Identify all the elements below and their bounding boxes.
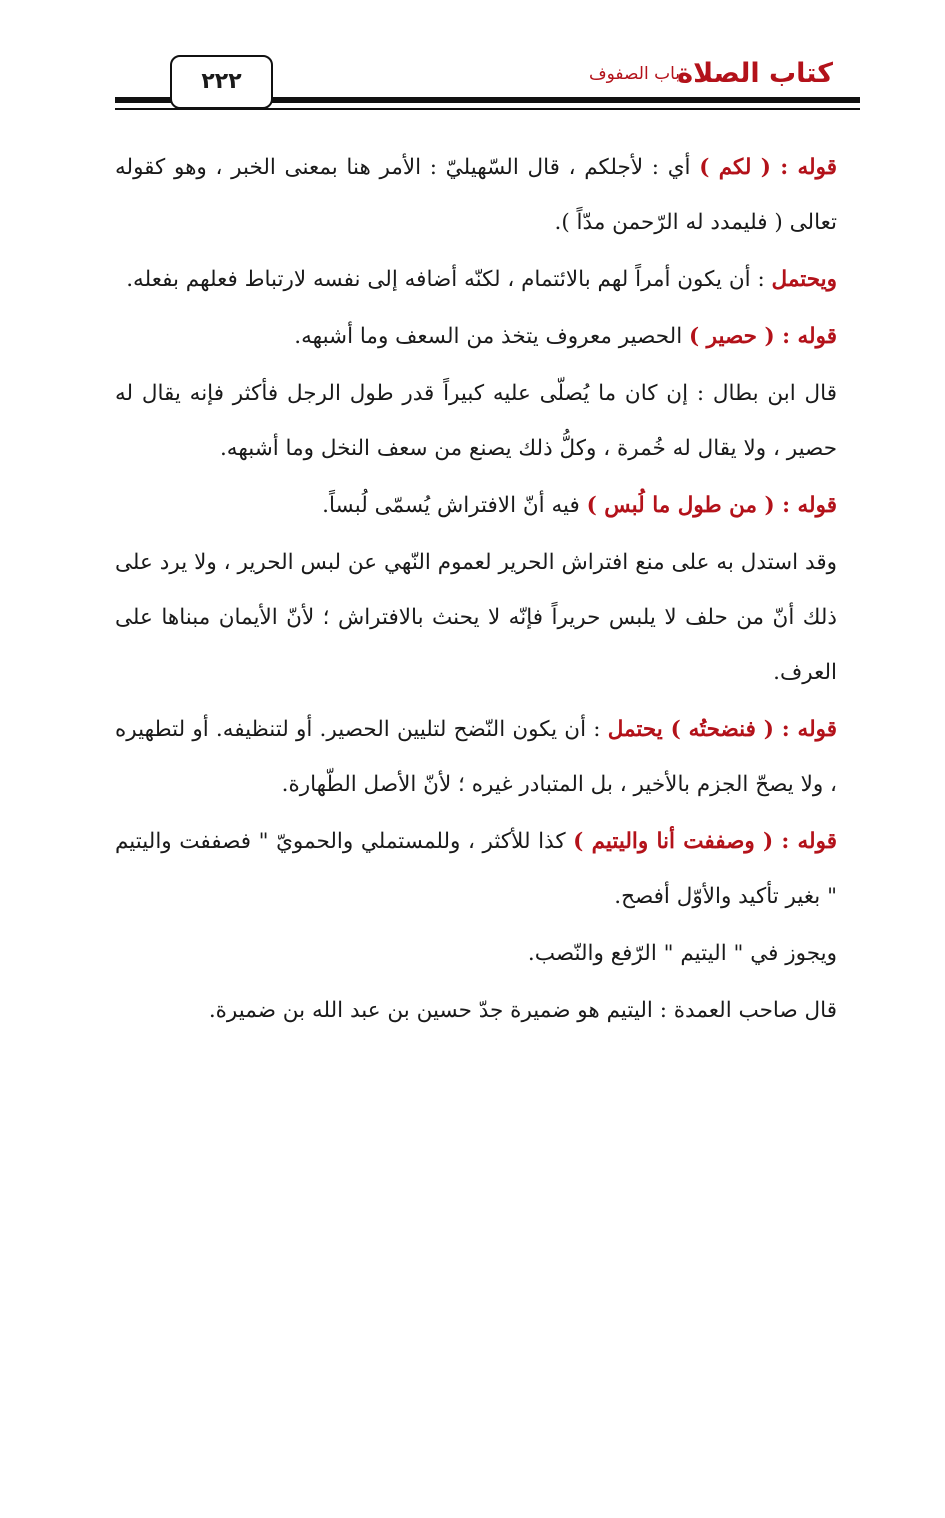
paragraph-lead: قوله : ( من طول ما لُبس ) xyxy=(586,493,837,518)
paragraph-7 xyxy=(115,702,837,812)
paragraph-8 xyxy=(115,814,837,924)
paragraph-4 xyxy=(115,366,837,476)
paragraph-text: : أن يكون النّضح لتليين الحصير. أو لتنظيفه. أو لتطهيره ، ولا يصحّ الجزم بالأخير ، بل المتبادر غيره ؛ لأنّ الأصل الطّهارة. xyxy=(115,717,837,797)
paragraph-lead: قوله : ( وصففت أنا واليتيم ) xyxy=(573,829,837,854)
paragraph-text: كذا للأكثر ، وللمستملي والحمويّ " فصففت واليتيم " بغير تأكيد والأوّل أفصح. xyxy=(115,829,837,909)
paragraph-text: أي : لأجلكم ، قال السّهيليّ : الأمر هنا بمعنى الخبر ، وهو كقوله تعالى ( فليمدد له الرّحمن مدّاً ). xyxy=(115,155,837,235)
paragraph-6 xyxy=(115,535,837,700)
book-title: كتاب الصلاة xyxy=(677,58,833,89)
paragraph-lead: قوله : ( لكم ) xyxy=(699,155,837,180)
paragraph-lead: ويحتمل xyxy=(771,267,837,292)
paragraph-2 xyxy=(115,252,837,307)
paragraph-lead: قوله : ( حصير ) xyxy=(689,324,837,349)
paragraph-text: قال صاحب العمدة : اليتيم هو ضميرة جدّ حسين بن عبد الله بن ضميرة. xyxy=(208,998,837,1023)
page-header xyxy=(115,40,860,120)
page-body xyxy=(115,140,837,1040)
paragraph-text: : أن يكون أمراً لهم بالائتمام ، لكنّه أضافه إلى نفسه لارتباط فعلهم بفعله. xyxy=(126,267,772,292)
paragraph-10 xyxy=(115,983,837,1038)
paragraph-text: الحصير معروف يتخذ من السعف وما أشبهه. xyxy=(294,324,690,349)
chapter-title: باب الصفوف xyxy=(589,64,680,84)
page-number: ٢٢٢ xyxy=(170,55,273,109)
paragraph-text: ويجوز في " اليتيم " الرّفع والنّصب. xyxy=(527,941,837,966)
paragraph-9 xyxy=(115,926,837,981)
paragraph-text: وقد استدل به على منع افتراش الحرير لعموم النّهي عن لبس الحرير ، ولا يرد على ذلك أنّ من حلف لا يلبس حريراً فإنّه لا يحنث بالافتراش ؛ لأنّ الأيمان مبناها على العرف. xyxy=(115,550,837,685)
paragraph-text: قال ابن بطال : إن كان ما يُصلّى عليه كبيراً قدر طول الرجل فأكثر فإنه يقال له حصير ، ولا يقال له خُمرة ، وكلُّ ذلك يصنع من سعف النخل وما أشبهه. xyxy=(115,381,837,461)
paragraph-3 xyxy=(115,309,837,364)
paragraph-5 xyxy=(115,478,837,533)
paragraph-lead: قوله : ( فنضحتُه ) يحتمل xyxy=(607,717,837,742)
paragraph-text: فيه أنّ الافتراش يُسمّى لُبساً. xyxy=(322,493,587,518)
paragraph-1 xyxy=(115,140,837,250)
